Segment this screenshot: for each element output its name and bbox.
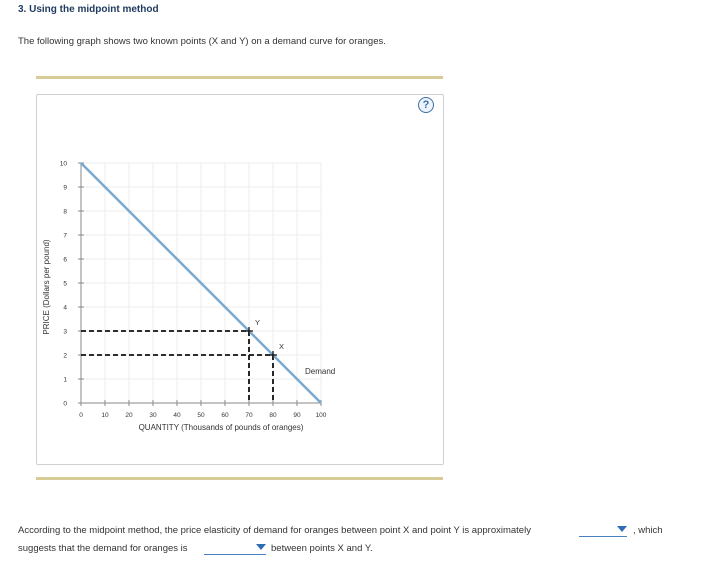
y-tick-label: 10: [59, 160, 67, 168]
y-tick-label: 8: [63, 208, 67, 216]
y-tick-label: 9: [63, 184, 67, 192]
x-tick-label: 0: [79, 412, 83, 419]
x-tick-label: 90: [293, 412, 301, 419]
demand-curve-label: Demand: [305, 367, 336, 376]
answer-text-1: According to the midpoint method, the price elasticity of demand for oranges between point X and point Y is approximately: [18, 525, 531, 536]
answer-line-1: [18, 525, 531, 536]
top-divider: [36, 76, 443, 79]
y-axis-label: PRICE (Dollars per pound): [42, 239, 51, 335]
help-icon[interactable]: ?: [418, 97, 434, 113]
y-tick-label: 0: [63, 400, 67, 408]
y-tick-label: 5: [63, 280, 67, 288]
answer-text-2-after: between points X and Y.: [271, 543, 373, 554]
x-tick-label: 80: [269, 412, 277, 419]
question-intro: The following graph shows two known points (X and Y) on a demand curve for oranges.: [18, 36, 386, 47]
x-tick-label: 40: [173, 412, 181, 419]
demand-type-dropdown[interactable]: [204, 542, 266, 555]
x-tick-label: 30: [149, 412, 157, 419]
answer-line-2: [18, 543, 188, 554]
chevron-down-icon: [256, 544, 266, 550]
x-axis-label: QUANTITY (Thousands of pounds of oranges): [138, 423, 304, 432]
point-label-y: Y: [255, 318, 261, 327]
x-tick-label: 70: [245, 412, 253, 419]
y-tick-label: 2: [63, 352, 67, 360]
answer-text-2: suggests that the demand for oranges is: [18, 543, 188, 554]
question-title: 3. Using the midpoint method: [18, 4, 159, 15]
y-tick-label: 4: [63, 304, 67, 312]
y-tick-label: 7: [63, 232, 67, 240]
elasticity-dropdown[interactable]: [579, 524, 627, 537]
x-tick-label: 100: [315, 412, 327, 419]
x-tick-label: 50: [197, 412, 205, 419]
chevron-down-icon: [617, 526, 627, 532]
y-tick-label: 3: [63, 328, 67, 336]
graph-panel: [36, 94, 444, 465]
y-tick-label: 1: [63, 376, 67, 384]
point-label-x: X: [279, 342, 285, 351]
x-tick-label: 10: [101, 412, 109, 419]
x-tick-label: 60: [221, 412, 229, 419]
x-tick-label: 20: [125, 412, 133, 419]
y-tick-label: 6: [63, 256, 67, 264]
bottom-divider: [36, 477, 443, 480]
answer-text-1-after: , which: [633, 525, 663, 536]
